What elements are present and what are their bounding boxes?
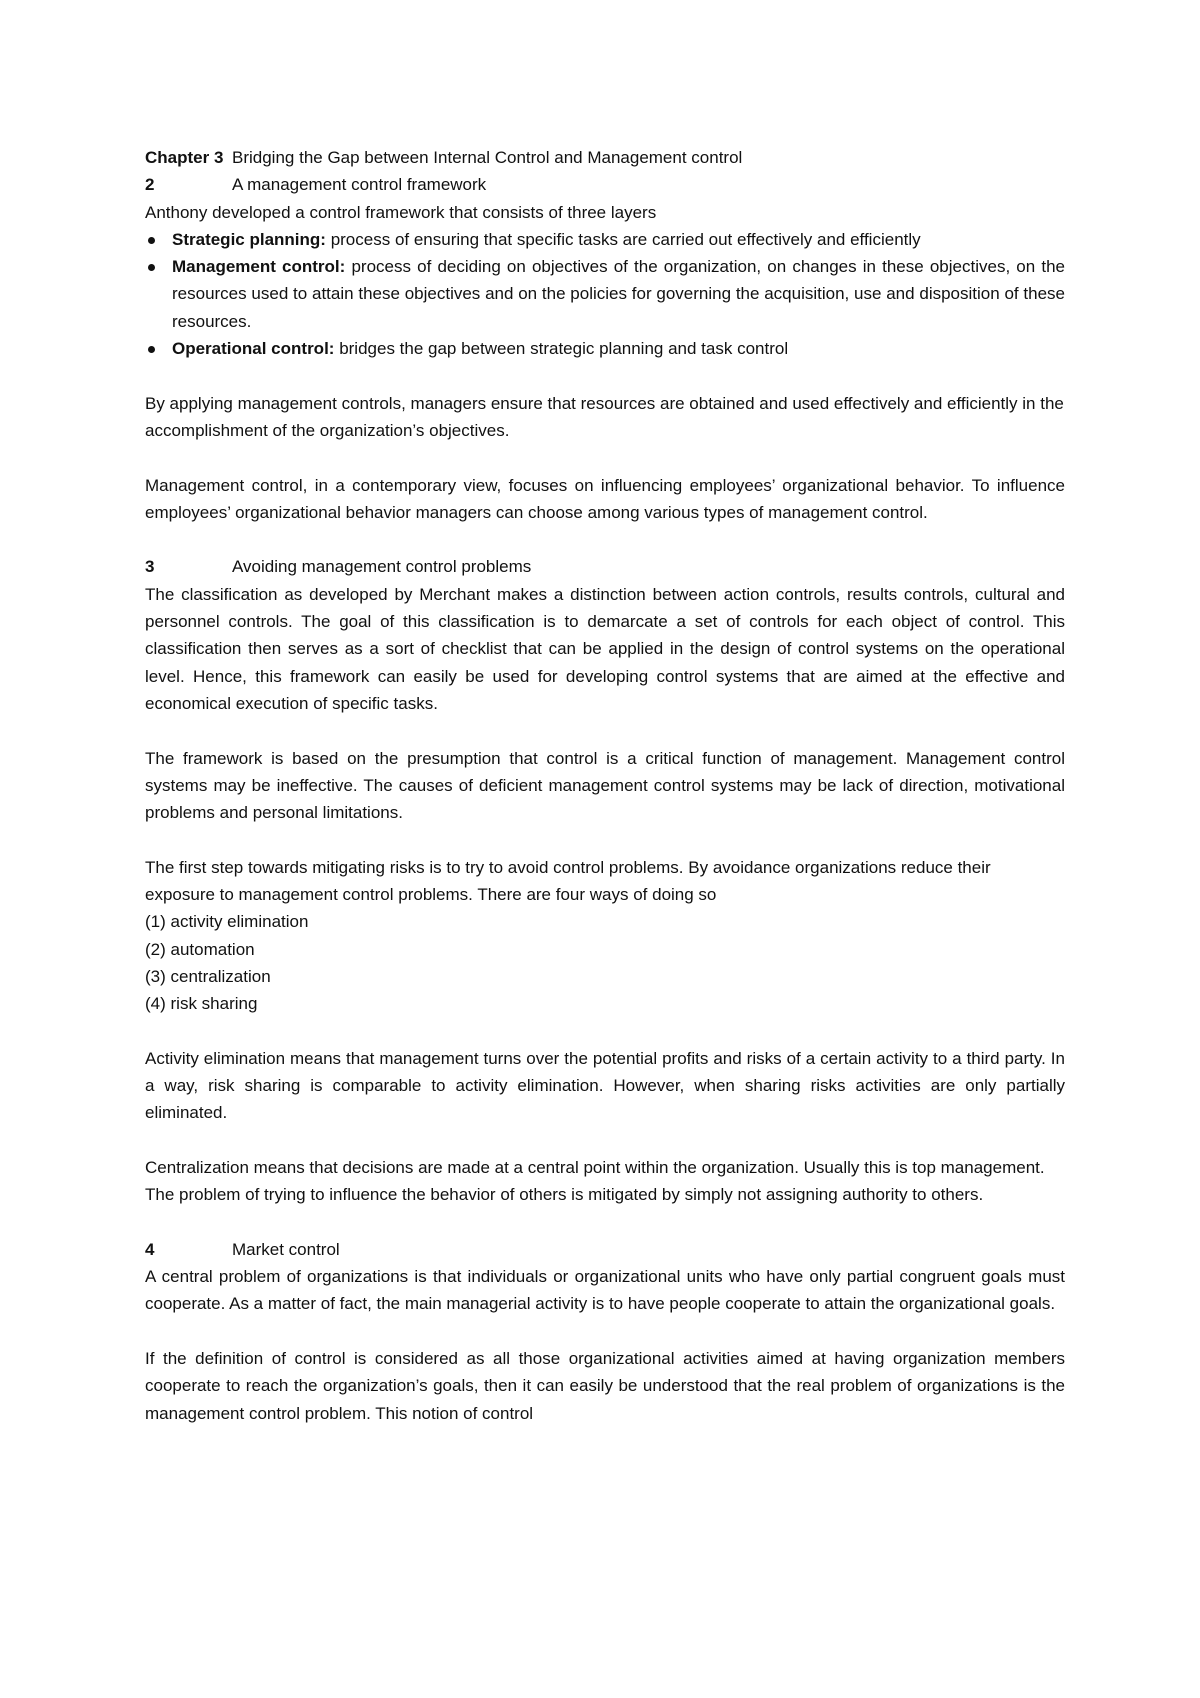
list-item — [145, 335, 1065, 362]
paragraph: If the definition of control is considered as all those organizational activities aimed at having organization members cooperate to reach the organization’s goals, then it can easily be understood that the real problem of organizations is the management control problem. This notion of control — [145, 1349, 1065, 1423]
section-2-intro: Anthony developed a control framework that consists of three layers — [145, 202, 657, 222]
paragraph: By applying management controls, managers ensure that resources are obtained and used effectively and efficiently in the accomplishment of the organization’s objectives. — [145, 393, 1064, 440]
bullet-text: bridges the gap between strategic planning and task control — [334, 339, 789, 359]
paragraph: The classification as developed by Merchant makes a distinction between action controls, results controls, cultural and personnel controls. The goal of this classification is to demarcate a set of controls for each object of control. This classification then serves as a sort of checklist that can be applied in the design of control systems on the operational level. Hence, this framework can easily be used for developing control systems that are aimed at the effective and economical execution of specific tasks. — [145, 584, 1065, 713]
bullet-term: Strategic planning: — [172, 229, 326, 249]
list-item: (4) risk sharing — [145, 994, 258, 1014]
section-2-title: A management control framework — [232, 175, 487, 195]
bullet-icon — [148, 237, 155, 244]
paragraph: A central problem of organizations is that individuals or organizational units who have only partial congruent goals must cooperate. As a matter of fact, the main managerial activity is to have people cooperate to attain the organizational goals. — [145, 1267, 1065, 1314]
paragraph: The framework is based on the presumption that control is a critical function of management. Management control systems may be ineffective. The causes of deficient management control systems may be lack of direction, motivational problems and personal limitations. — [145, 748, 1065, 823]
paragraph: Centralization means that decisions are made at a central point within the organization. Usually this is top management. The problem of trying to influence the behavior of others is mitigated by simply not assigning authority to others. — [145, 1157, 1045, 1205]
paragraph: Activity elimination means that management turns over the potential profits and risks of a certain activity to a third party. In a way, risk sharing is comparable to activity elimination. However, when sharing risks activities are only partially eliminated. — [145, 1048, 1065, 1123]
bullet-icon — [148, 346, 155, 353]
list-item — [145, 253, 1065, 335]
bullet-term: Operational control: — [172, 339, 335, 359]
section-2-heading — [145, 171, 1065, 198]
list-item — [145, 226, 1065, 253]
section-3-title: Avoiding management control problems — [232, 557, 532, 577]
chapter-label: Chapter 3 — [145, 148, 224, 167]
chapter-heading — [145, 144, 1065, 171]
list-item: (1) activity elimination — [145, 912, 309, 932]
document-page — [145, 144, 1065, 1427]
bullet-term: Management control: — [172, 257, 346, 277]
control-layers-list — [145, 226, 1065, 362]
list-item: (3) centralization — [145, 966, 271, 986]
list-item: (2) automation — [145, 939, 255, 959]
paragraph: Management control, in a contemporary view, focuses on influencing employees’ organizational behavior. To influence employees’ organizational behavior managers can choose among various types of management control. — [145, 475, 1065, 522]
paragraph: The first step towards mitigating risks is to try to avoid control problems. By avoidance organizations reduce their exposure to management control problems. There are four ways of doing so — [145, 857, 991, 905]
section-2-number: 2 — [145, 175, 155, 195]
bullet-icon — [148, 264, 155, 271]
chapter-title: Bridging the Gap between Internal Control and Management control — [232, 148, 743, 167]
bullet-text: process of ensuring that specific tasks are carried out effectively and efficiently — [325, 229, 921, 249]
bullet-text: process of deciding on objectives of the organization, on changes in these objectives, on the resources used to attain these objectives and on the policies for governing the acquisition, use and disposition of these resources. — [172, 257, 1065, 331]
section-4-number: 4 — [145, 1239, 155, 1259]
section-4-heading — [145, 1236, 1065, 1263]
section-3-number: 3 — [145, 557, 155, 577]
section-4-title: Market control — [232, 1239, 340, 1259]
section-3-heading — [145, 553, 1065, 580]
